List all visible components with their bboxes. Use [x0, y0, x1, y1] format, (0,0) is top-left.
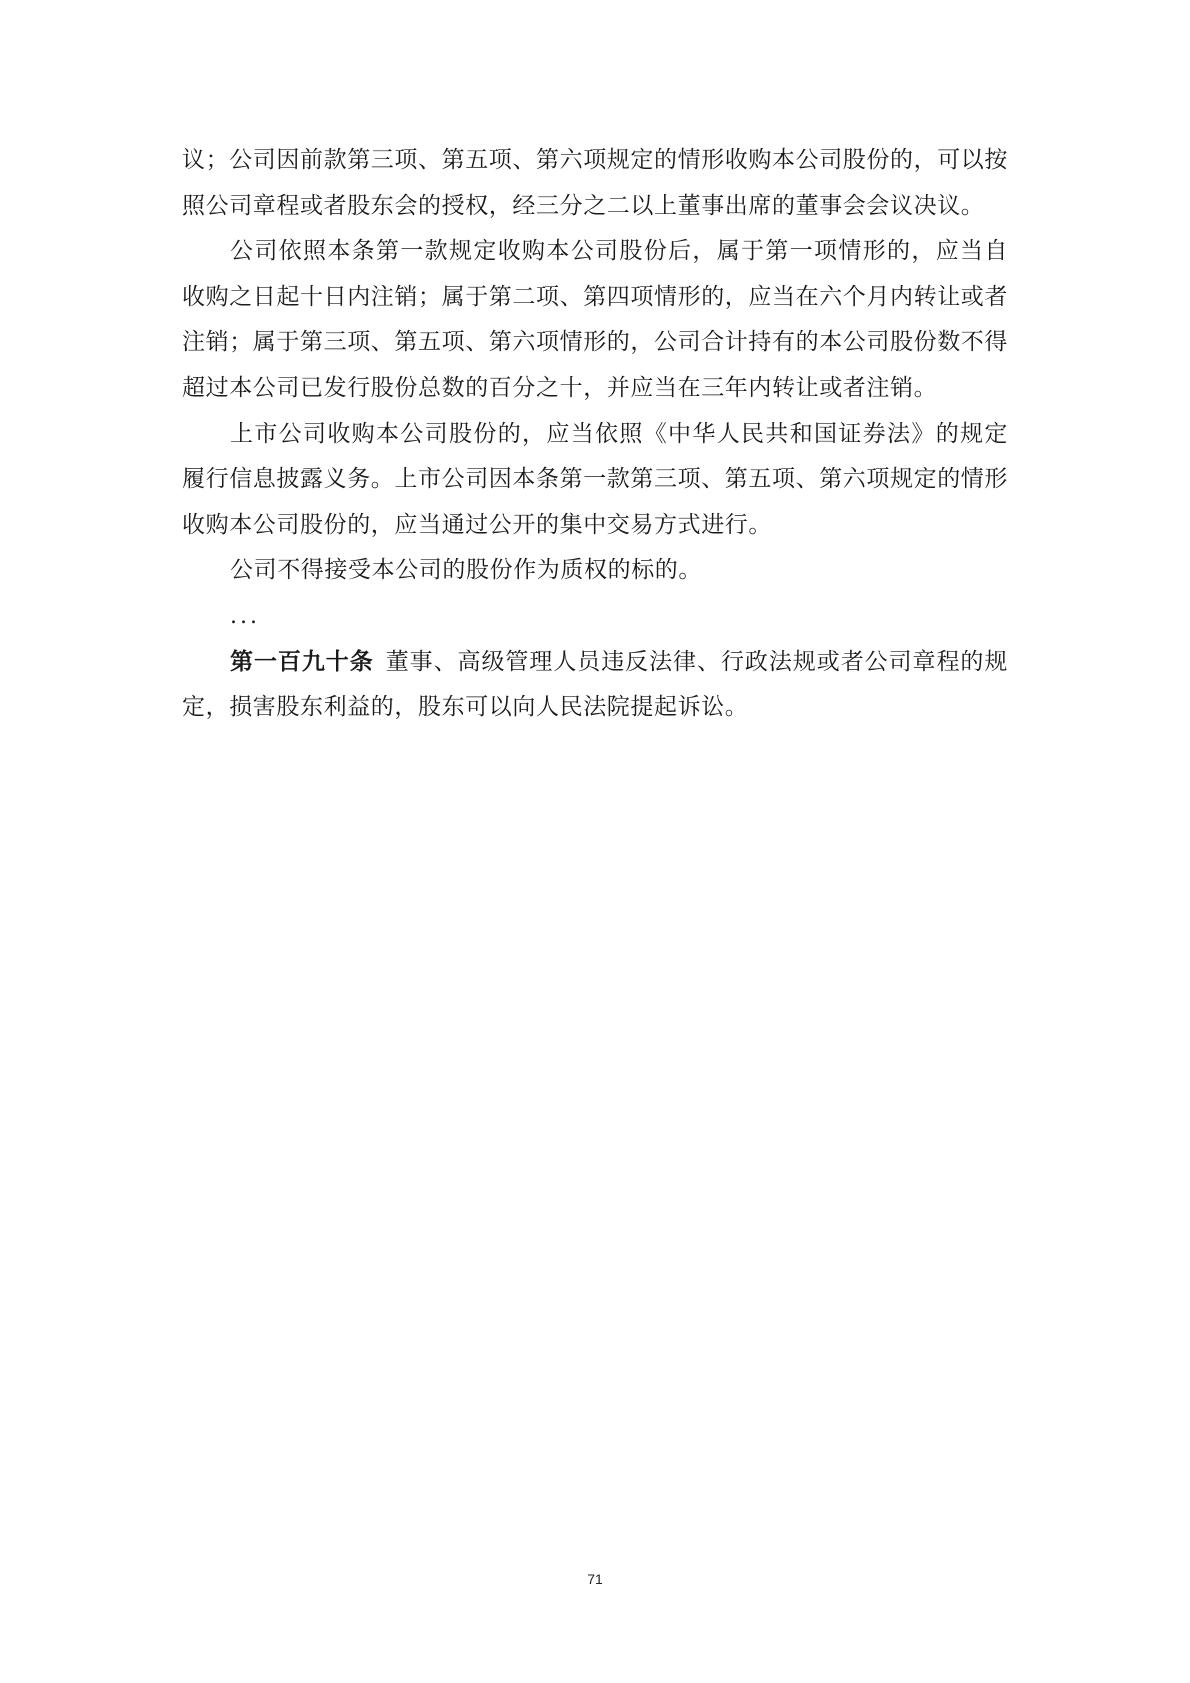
article-text: 董事、高级管理人员违反法律、行政法规或者公司章程的规定，损害股东利益的，股东可以向人民法院提起诉讼。 [182, 648, 1008, 721]
article-number: 第一百九十条 [230, 648, 374, 675]
paragraph-continuation: 议；公司因前款第三项、第五项、第六项规定的情形收购本公司股份的，可以按照公司章程或者股东会的授权，经三分之二以上董事出席的董事会会议决议。 [182, 147, 1008, 219]
page-number: 71 [587, 1571, 603, 1587]
paragraph-pledge-rule: 公司不得接受本公司的股份作为质权的标的。 [230, 557, 702, 584]
paragraph-cancellation-rules: 公司依照本条第一款规定收购本公司股份后，属于第一项情形的，应当自收购之日起十日内注销；属于第二项、第四项情形的，应当在六个月内转让或者注销；属于第三项、第五项、第六项情形的，公司合计持有的本公司股份数不得超过本公司已发行股份总数的百分之十，并应当在三年内转让或者注销。 [182, 238, 1008, 401]
omission-ellipsis: ... [230, 603, 260, 629]
paragraph-disclosure-rules: 上市公司收购本公司股份的，应当依照《中华人民共和国证券法》的规定履行信息披露义务。上市公司因本条第一款第三项、第五项、第六项规定的情形收购本公司股份的，应当通过公开的集中交易方式进行。 [182, 420, 1008, 538]
document-body [182, 138, 1008, 731]
article-paragraph [182, 640, 1008, 731]
